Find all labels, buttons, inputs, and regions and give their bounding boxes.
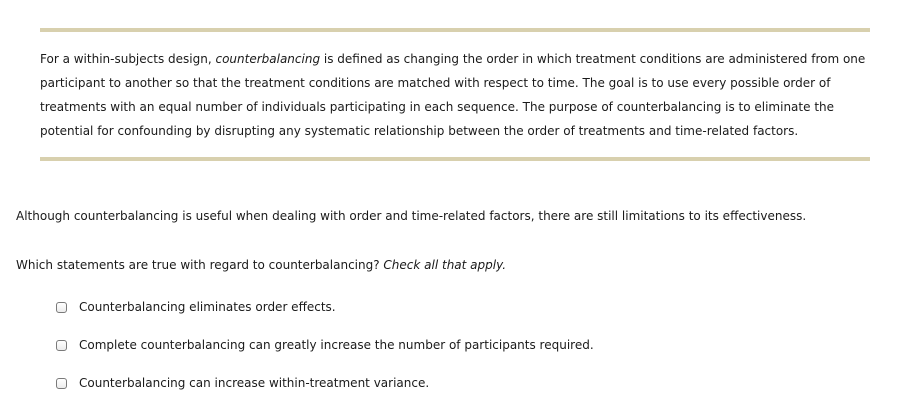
answer-option-3[interactable] bbox=[56, 373, 594, 393]
intro-text: Although counterbalancing is useful when dealing with order and time-related factors, there are still limitations to its effectiveness. bbox=[16, 209, 807, 223]
option-label-3[interactable]: Counterbalancing can increase within-treatment variance. bbox=[79, 376, 430, 390]
option-label-1[interactable]: Counterbalancing eliminates order effects. bbox=[79, 300, 336, 314]
checkbox-option-1[interactable] bbox=[56, 302, 67, 313]
checkbox-option-3[interactable] bbox=[56, 378, 67, 389]
definition-term: counterbalancing bbox=[215, 52, 321, 66]
definition-callout bbox=[40, 28, 870, 161]
definition-text bbox=[40, 32, 870, 157]
answer-options bbox=[56, 297, 594, 411]
question-instruction: Check all that apply. bbox=[383, 258, 507, 272]
answer-option-2[interactable] bbox=[56, 335, 594, 355]
question-prompt: Which statements are true with regard to counterbalancing? bbox=[16, 258, 384, 272]
definition-text-part-1: For a within-subjects design, bbox=[40, 52, 216, 66]
answer-option-1[interactable] bbox=[56, 297, 594, 317]
checkbox-option-2[interactable] bbox=[56, 340, 67, 351]
callout-bottom-rule bbox=[40, 157, 870, 161]
definition-text-part-2: is defined as changing the order in which treatment conditions are administered from one participant to another so that the treatment conditions are matched with respect to time. The goal is to use every possible order of treatments with an equal number of individuals participating in each sequence. The purpose of counterbalancing is to eliminate the potential for confounding by disrupting any systematic relationship between the order of treatments and time-related factors. bbox=[40, 52, 866, 138]
option-label-2[interactable]: Complete counterbalancing can greatly increase the number of participants required. bbox=[79, 338, 594, 352]
question-text bbox=[16, 256, 506, 274]
